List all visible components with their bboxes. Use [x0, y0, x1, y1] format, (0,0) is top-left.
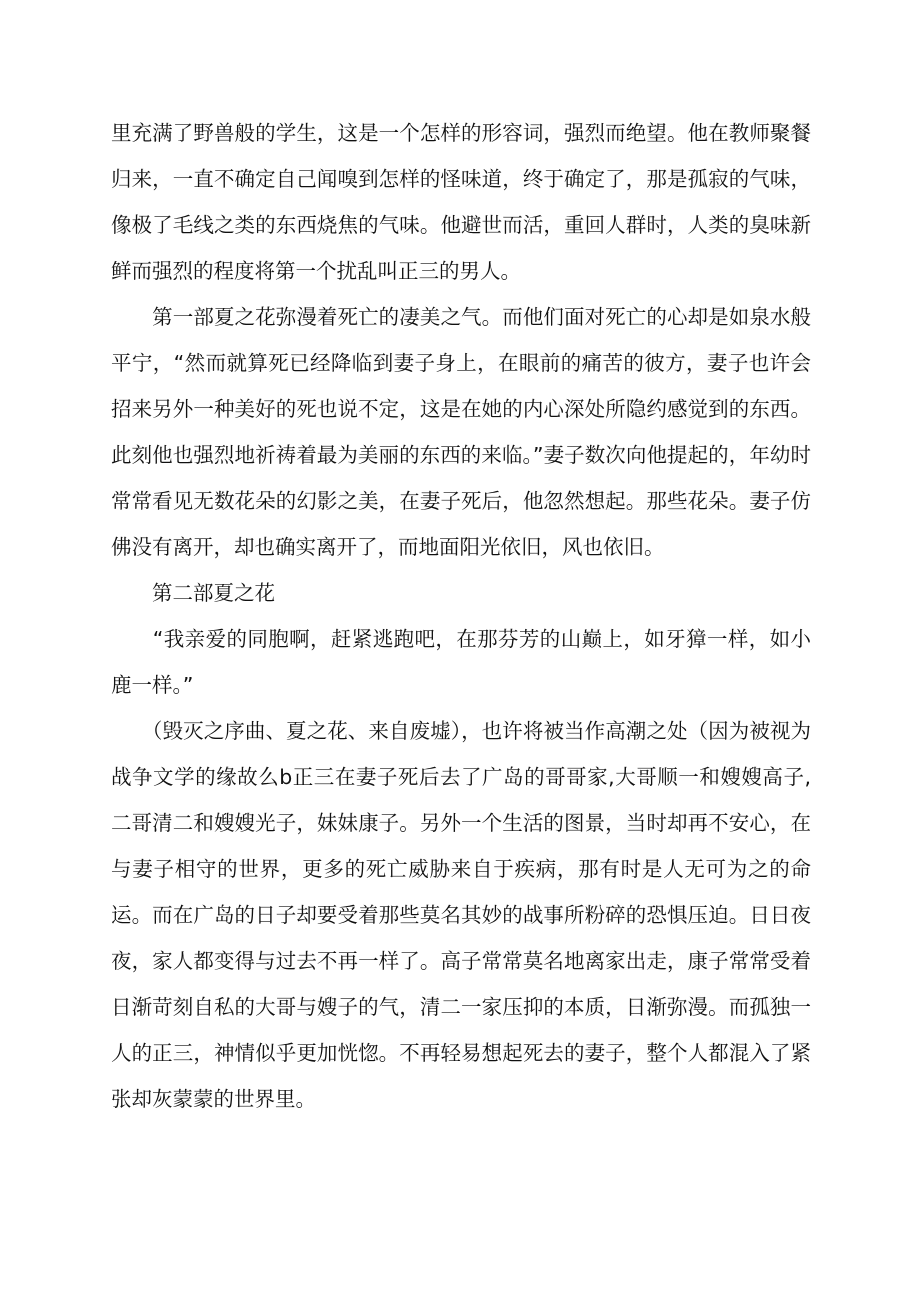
section-heading: 第二部夏之花	[111, 581, 275, 605]
paragraph-3: （毁灭之序曲、夏之花、来自废墟），也许将被当作高潮之处（因为被视为战争文学的缘故么b正三在妻子死后去了广岛的哥哥家,大哥顺一和嫂嫂高子,二哥清二和嫂嫂光子，妹妹康子。另外一个生活的图景，当时却再不安心，在与妻子相守的世界，更多的死亡威胁来自于疾病，那有时是人无可为之的命运。而在广岛的日子却要受着那些莫名其妙的战事所粉碎的恐惧压迫。日日夜夜，家人都变得与过去不再一样了。高子常常莫名地离家出走，康子常常受着日渐苛刻自私的大哥与嫂子的气，清二一家压抑的本质，日渐弥漫。而孤独一人的正三，神情似乎更加恍惚。不再轻易想起死去的妻子，整个人都混入了紧张却灰蒙蒙的世界里。	[111, 719, 811, 1111]
paragraph-1: 里充满了野兽般的学生，这是一个怎样的形容词，强烈而绝望。他在教师聚餐归来，一直不确定自己闻嗅到怎样的怪味道，终于确定了，那是孤寂的气味，像极了毛线之类的东西烧焦的气味。他避世而活，重回人群时，人类的臭味新鲜而强烈的程度将第一个扰乱叫正三的男人。	[111, 121, 811, 283]
paragraph-2: 第一部夏之花弥漫着死亡的凄美之气。而他们面对死亡的心却是如泉水般平宁，“然而就算死已经降临到妻子身上，在眼前的痛苦的彼方，妻子也许会招来另外一种美好的死也说不定，这是在她的内心深处所隐约感觉到的东西。此刻他也强烈地祈祷着最为美丽的东西的来临。”妻子数次向他提起的，年幼时常常看见无数花朵的幻影之美，在妻子死后，他忽然想起。那些花朵。妻子仿佛没有离开，却也确实离开了，而地面阳光依旧，风也依旧。	[111, 305, 811, 559]
document-body	[111, 110, 811, 1122]
paragraph-quote: “我亲爱的同胞啊，赶紧逃跑吧，在那芬芳的山巅上，如牙獐一样，如小鹿一样。”	[111, 627, 811, 697]
